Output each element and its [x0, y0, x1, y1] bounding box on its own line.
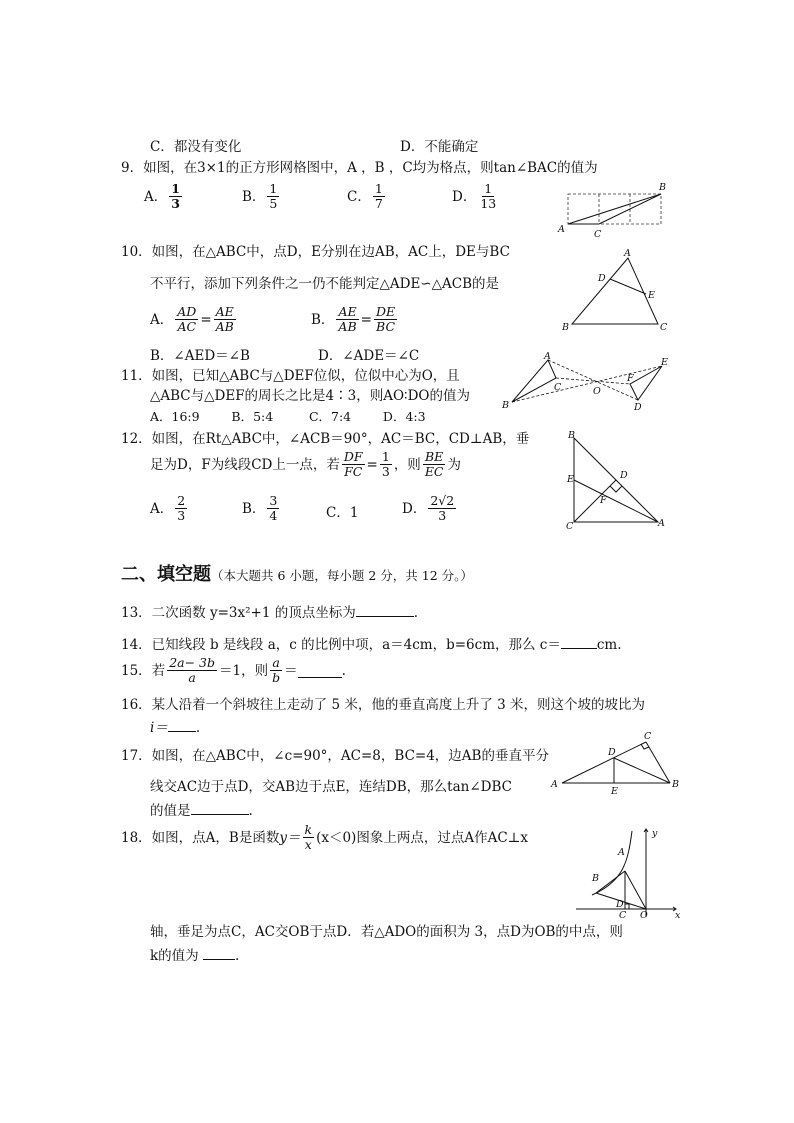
svg-text:A: A: [618, 847, 625, 858]
svg-text:D: D: [620, 470, 628, 481]
q15: 15．若 $\frac{2a- 3b}{a}$ ＝1，则 $\frac{a}{b}$ ＝ .: [121, 655, 346, 685]
svg-text:C: C: [566, 521, 574, 530]
svg-text:O: O: [640, 910, 648, 920]
q9-option-a: A． $\frac{1}{3}$: [144, 181, 180, 211]
q9-label-a: A: [558, 224, 565, 235]
svg-text:A: A: [624, 248, 631, 259]
svg-text:D: D: [598, 273, 606, 284]
svg-text:C: C: [554, 382, 562, 393]
svg-text:E: E: [567, 474, 574, 485]
q13-answer-blank[interactable]: [356, 602, 414, 617]
svg-text:C: C: [644, 731, 652, 742]
q10-triangle-figure: [558, 246, 670, 336]
q15-answer-blank[interactable]: [298, 663, 342, 678]
q10-option-d: D．∠ADE＝∠C: [318, 348, 420, 364]
svg-text:E: E: [611, 786, 618, 797]
q18-line2: 轴，垂足为点C，AC交OB于点D．若△ADO的面积为 3，点D为OB的中点，则: [150, 924, 623, 940]
q8-option-d: D．不能确定: [400, 139, 479, 155]
svg-text:x: x: [675, 910, 681, 920]
q8-option-c: C．都没有变化: [150, 139, 242, 155]
q18-line3: k的值为 .: [150, 945, 239, 965]
q11-line1: 11．如图，已知△ABC与△DEF位似，位似中心为O，且: [121, 368, 460, 384]
svg-text:B: B: [562, 322, 569, 333]
q14: 14．已知线段 b 是线段 a，c 的比例中项，a＝4cm，b=6cm，那么 c＝ cm.: [121, 634, 622, 654]
q10-option-b: B． $\frac{AE}{AB}$ = $\frac{DE}{BC}$: [311, 304, 396, 334]
section-heading: 二、填空题（本大题共 6 小题，每小题 2 分，共 12 分。）: [121, 564, 473, 585]
svg-text:B: B: [502, 400, 509, 411]
q10-line1: 10．如图，在△ABC中，点D，E分别在边AB，AC上，DE与BC: [121, 244, 510, 260]
q10-option-c: B．∠AED＝∠B: [150, 348, 250, 364]
svg-text:D: D: [608, 747, 616, 758]
q10-option-a: A． $\frac{AD}{AC}$ = $\frac{AE}{AB}$: [150, 304, 234, 334]
q13: 13．二次函数 y=3x²+1 的顶点坐标为 .: [121, 602, 418, 622]
svg-text:y: y: [652, 828, 658, 839]
svg-text:O: O: [593, 386, 601, 397]
q10-line2: 不平行，添加下列条件之一仍不能判定△ADE∽△ACB的是: [150, 276, 500, 292]
q12-line1: 12．如图，在Rt△ABC中，∠ACB＝90°，AC＝BC，CD⊥AB，垂: [121, 431, 530, 447]
svg-text:C: C: [619, 910, 627, 920]
q12-right-triangle-figure: [560, 430, 670, 530]
q17-line2: 线交AC边于点D，交AB边于点E，连结DB，那么tan∠DBC: [150, 779, 512, 795]
svg-text:A: A: [551, 779, 558, 790]
q17-answer-blank[interactable]: [191, 800, 249, 815]
q14-answer-blank[interactable]: [561, 634, 597, 649]
svg-text:D: D: [634, 402, 642, 413]
svg-text:B: B: [672, 779, 679, 790]
q11-line2: △ABC与△DEF的周长之比是4∶3，则AO∶DO的值为: [150, 388, 470, 404]
q17-line1: 17．如图，在△ABC中，∠c=90°，AC=8，BC=4，边AB的垂直平分: [121, 748, 549, 764]
svg-text:F: F: [627, 373, 634, 384]
svg-text:B: B: [592, 873, 599, 884]
q9-option-c: C． $\frac{1}{7}$: [347, 181, 383, 211]
q9-grid-figure: [553, 176, 673, 240]
q17-line3: 的值是 .: [150, 800, 253, 820]
q16-line1: 16．某人沿着一个斜坡往上走动了 5 米，他的垂直高度上升了 3 米，则这个坡的坡比为: [121, 697, 646, 713]
q12-option-c: C．1: [326, 505, 359, 521]
q12-line2: 足为D，F为线段CD上一点，若 $\frac{DF}{FC}$ = $\frac{1}{3}$ ，则 $\frac{BE}{EC}$ 为: [150, 449, 462, 479]
q9-option-b: B． $\frac{1}{5}$: [242, 181, 278, 211]
q11-options: A．16:9 B．5:4 C．7:4 D．4:3: [150, 409, 426, 424]
svg-text:E: E: [648, 290, 655, 301]
q18-hyperbola-figure: [572, 825, 682, 920]
q9-stem: 9．如图，在3×1的正方形网格图中，A ，B ，C均为格点，则tan∠BAC的值为: [121, 160, 598, 176]
q9-label-b: B: [659, 182, 666, 193]
svg-text:F: F: [600, 495, 607, 506]
svg-text:B: B: [568, 430, 575, 441]
q12-option-b: B． $\frac{3}{4}$: [242, 493, 278, 523]
svg-text:C: C: [660, 322, 668, 333]
q9-label-c: C: [594, 229, 602, 240]
svg-text:A: A: [658, 518, 665, 529]
q16-answer-blank[interactable]: [168, 717, 196, 732]
q9-option-d: D． $\frac{1}{13}$: [452, 181, 497, 211]
svg-text:E: E: [661, 357, 668, 368]
svg-text:D: D: [616, 899, 624, 910]
q12-option-a: A． $\frac{2}{3}$: [150, 493, 186, 523]
svg-text:A: A: [544, 351, 551, 362]
q16-line2: i＝ .: [150, 717, 200, 737]
q17-triangle-figure: [546, 728, 682, 800]
q18-answer-blank[interactable]: [203, 945, 235, 960]
q12-option-d: D． $\frac{2√2}{3}$: [402, 493, 455, 523]
q11-homothety-figure: [498, 350, 673, 416]
q18-line1: 18．如图，点A，B是函数 y＝ $\frac{k}{x}$ (x＜0)图象上两点，过点A作AC⊥x: [121, 822, 528, 852]
